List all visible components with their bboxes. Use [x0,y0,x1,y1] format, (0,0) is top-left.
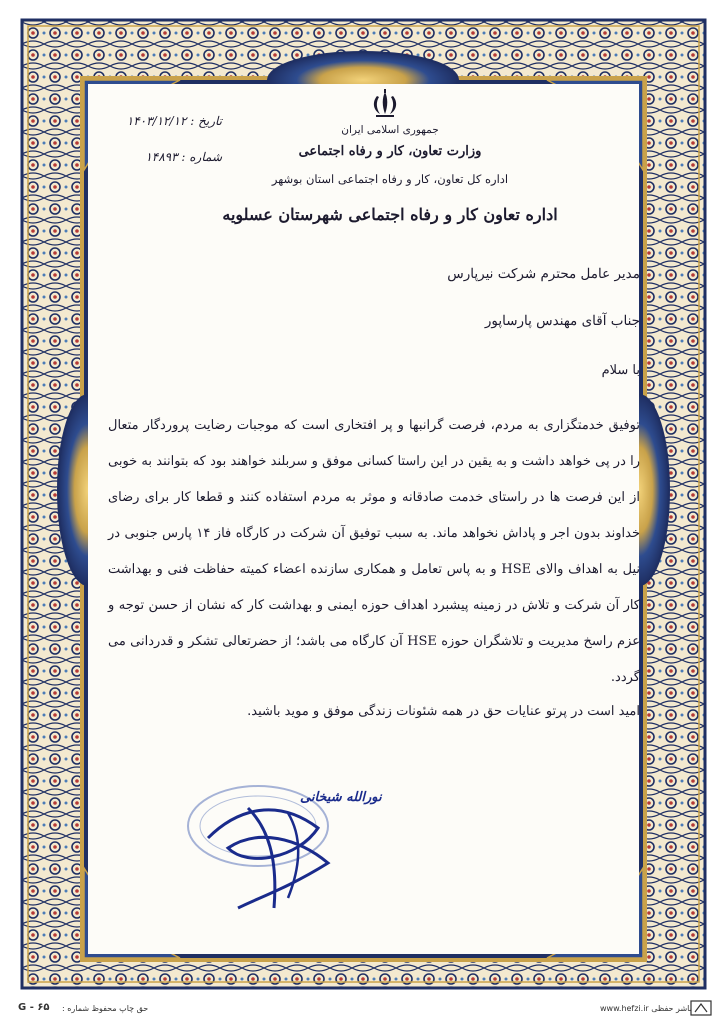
iran-emblem-icon [368,88,402,120]
office-title: اداره تعاون کار و رفاه اجتماعی شهرستان عسلویه [222,205,558,224]
letter-body: توفیق خدمتگزاری به مردم، فرصت گرانبها و پر افتخاری است که موجبات رضایت پروردگار متعال را در پی خواهد داشت و به یقین در این راستا کسانی موفق و سربلند خواهند بود که بتوانند به خوبی از این فرصت ها در راستای خدمت صادقانه و موثر به مردم استفاده کنند و قطعا کار برای رضای خداوند بدون اجر و پاداش نخواهد ماند. به سبب توفیق آن شرکت در کارگاه فاز ۱۴ پارس جنوبی در نیل به اهداف والای HSE و به پاس تعامل و همکاری سازنده اعضاء کمیته حفاظت فنی و بهداشت کار آن شرکت و تلاش در زمینه پیشبرد اهداف حوزه ایمنی و بهداشت کار که نشان از حسن توجه و عزم راسخ مدیریت و تلاشگران حوزه HSE آن کارگاه می باشد؛ از حضرتعالی تشکر و قدردانی می گردد. [108,418,640,685]
ministry-title: وزارت تعاون، کار و رفاه اجتماعی [298,144,482,159]
date-field [92,114,222,128]
print-rights-note: حق چاپ محفوظ شماره : [62,1004,149,1013]
signatory-name: نورالله شیخانی [300,790,382,805]
salutation: با سلام [601,363,640,378]
addressee: مدیر عامل محترم شرکت نیرپارس [447,266,640,282]
publisher-site: www.hefzi.ir ناشر حفظی [600,1004,692,1013]
form-code: G - ۶۵ [18,1002,50,1013]
number-label: شماره : [181,150,222,164]
republic-title: جمهوری اسلامی ایران [341,124,439,136]
date-label: تاریخ : [190,114,222,128]
number-value: ۱۴۸۹۳ [145,150,178,164]
date-value: ۱۴۰۳/۱۲/۱۲ [126,114,187,128]
closing-line: امید است در پرتو عنایات حق در همه شئونات زندگی موفق و موید باشید. [247,704,640,719]
number-field [92,150,222,164]
department-title: اداره کل تعاون، کار و رفاه اجتماعی استان بوشهر [271,172,509,186]
publisher-logo-icon [690,1000,712,1016]
recipient: جناب آقای مهندس پارساپور [484,313,640,329]
